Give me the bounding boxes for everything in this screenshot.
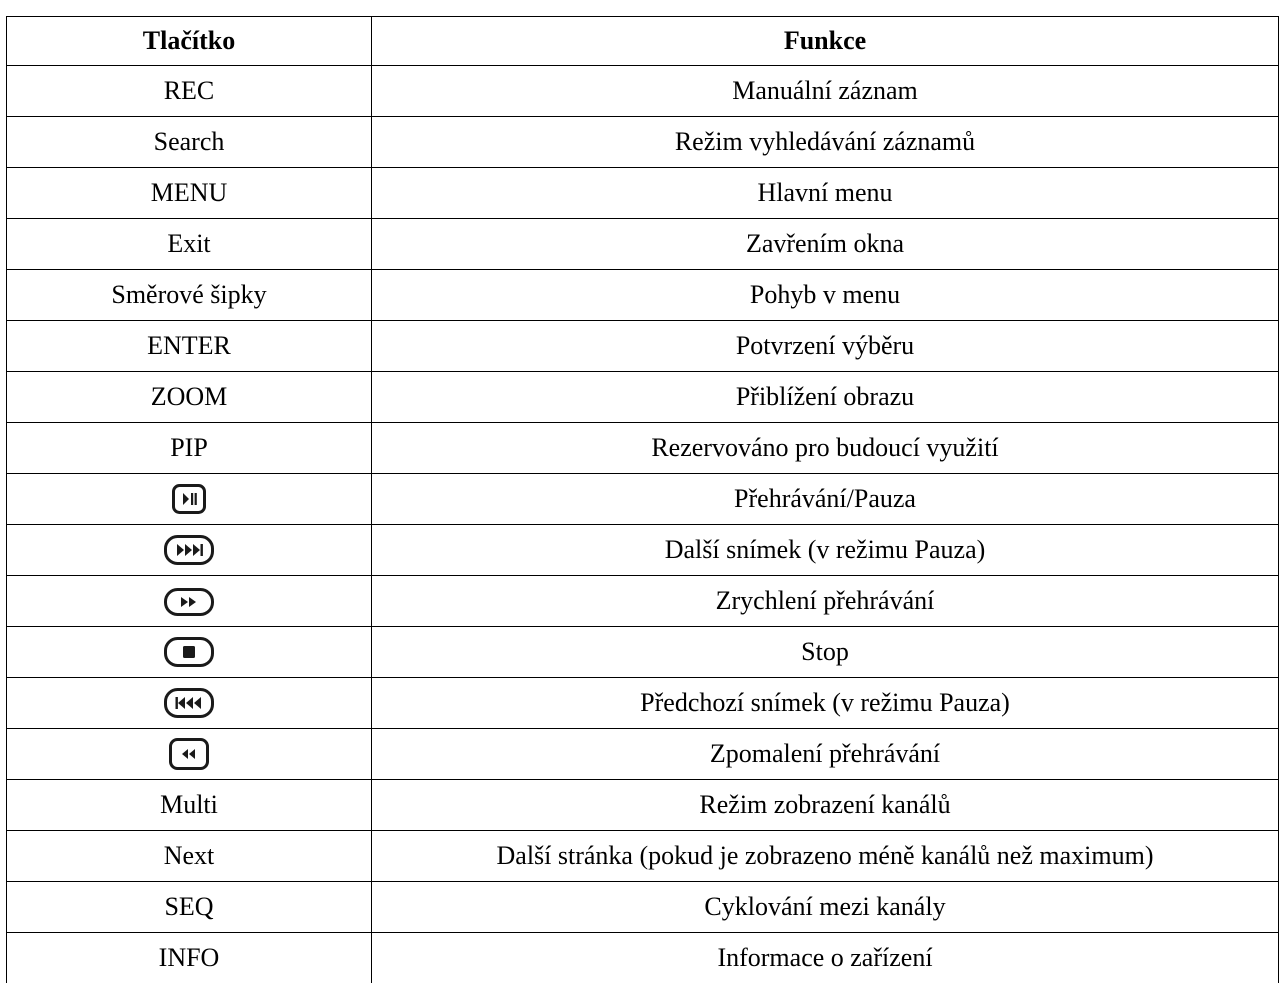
function-cell: Další stránka (pokud je zobrazeno méně kanálů než maximum) [372, 831, 1279, 882]
button-cell: Search [7, 117, 372, 168]
function-cell: Režim vyhledávání záznamů [372, 117, 1279, 168]
table-row [7, 627, 1279, 678]
button-cell [7, 576, 372, 627]
function-cell: Přehrávání/Pauza [372, 474, 1279, 525]
button-cell: Exit [7, 219, 372, 270]
function-cell: Další snímek (v režimu Pauza) [372, 525, 1279, 576]
function-cell: Přiblížení obrazu [372, 372, 1279, 423]
button-cell: MENU [7, 168, 372, 219]
function-cell: Pohyb v menu [372, 270, 1279, 321]
fast-forward-icon [164, 588, 214, 616]
function-cell: Stop [372, 627, 1279, 678]
table-row [7, 372, 1279, 423]
table-row [7, 219, 1279, 270]
button-cell: PIP [7, 423, 372, 474]
button-cell: ZOOM [7, 372, 372, 423]
next-frame-icon [164, 535, 214, 565]
function-cell: Zavřením okna [372, 219, 1279, 270]
function-cell: Manuální záznam [372, 66, 1279, 117]
button-cell: REC [7, 66, 372, 117]
button-cell [7, 729, 372, 780]
button-cell: ENTER [7, 321, 372, 372]
function-cell: Režim zobrazení kanálů [372, 780, 1279, 831]
header-button: Tlačítko [7, 17, 372, 66]
header-function: Funkce [372, 17, 1279, 66]
button-cell: Multi [7, 780, 372, 831]
table-row [7, 933, 1279, 984]
table-row [7, 66, 1279, 117]
button-cell: SEQ [7, 882, 372, 933]
table-row [7, 474, 1279, 525]
function-cell: Zrychlení přehrávání [372, 576, 1279, 627]
button-cell [7, 525, 372, 576]
function-cell: Zpomalení přehrávání [372, 729, 1279, 780]
table-row [7, 882, 1279, 933]
previous-frame-icon [164, 688, 214, 718]
rewind-icon [169, 738, 209, 770]
table-row [7, 729, 1279, 780]
function-cell: Předchozí snímek (v režimu Pauza) [372, 678, 1279, 729]
function-cell: Hlavní menu [372, 168, 1279, 219]
table-row [7, 321, 1279, 372]
button-cell: Směrové šipky [7, 270, 372, 321]
table-row [7, 780, 1279, 831]
play-pause-icon [172, 484, 206, 514]
button-cell: Next [7, 831, 372, 882]
button-cell: INFO [7, 933, 372, 984]
stop-icon [164, 637, 214, 667]
table-row [7, 117, 1279, 168]
button-cell [7, 678, 372, 729]
function-cell: Informace o zařízení [372, 933, 1279, 984]
table-row [7, 576, 1279, 627]
button-cell [7, 627, 372, 678]
table-header-row [7, 17, 1279, 66]
table-row [7, 168, 1279, 219]
table-row [7, 423, 1279, 474]
button-cell [7, 474, 372, 525]
table-row [7, 525, 1279, 576]
function-cell: Potvrzení výběru [372, 321, 1279, 372]
table-row [7, 831, 1279, 882]
table-row [7, 270, 1279, 321]
button-function-table [6, 16, 1279, 983]
table-row [7, 678, 1279, 729]
function-cell: Cyklování mezi kanály [372, 882, 1279, 933]
function-cell: Rezervováno pro budoucí využití [372, 423, 1279, 474]
